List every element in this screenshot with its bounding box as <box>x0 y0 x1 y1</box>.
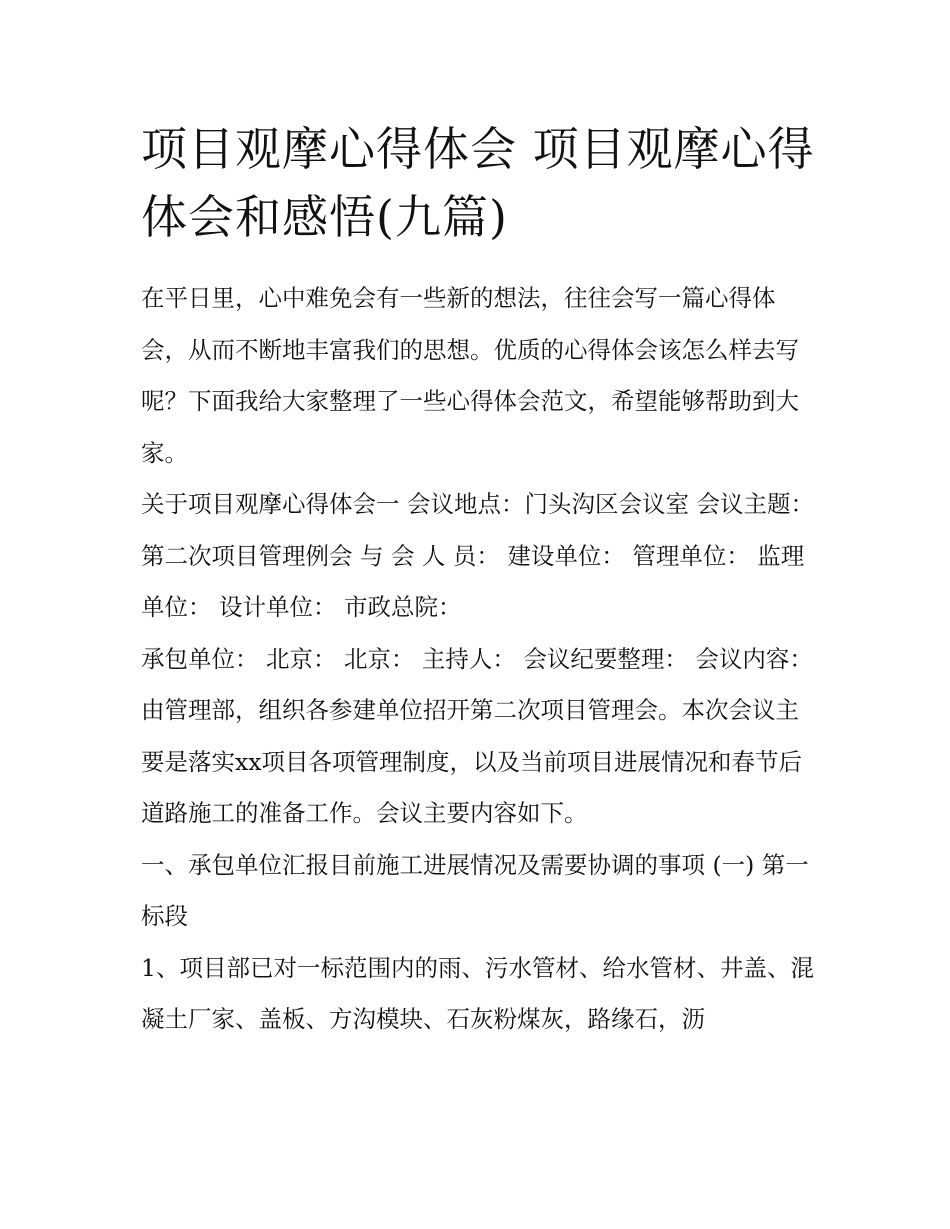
paragraph-intro: 在平日里，心中难免会有一些新的想法，往往会写一篇心得体会，从而不断地丰富我们的思想。优质的心得体会该怎么样去写呢？下面我给大家整理了一些心得体会范文，希望能够帮助到大家。 <box>141 284 799 467</box>
paragraph-contractor-info: 承包单位： 北京： 北京： 主持人： 会议纪要整理： 会议内容： <box>141 644 813 673</box>
paragraph-meeting-info: 关于项目观摩心得体会一 会议地点：门头沟区会议室 会议主题：第二次项目管理例会 与 会 人 员： 建设单位： 管理单位： 监理单位： 设计单位： 市政总院： <box>141 490 814 621</box>
paragraph-item-1: 1、项目部已对一标范围内的雨、污水管材、给水管材、井盖、混凝土厂家、盖板、方沟模块、石灰粉煤灰，路缘石，沥 <box>141 953 814 1033</box>
document-title: 项目观摩心得体会 项目观摩心得体会和感悟(九篇) <box>141 122 815 244</box>
paragraph-section-heading: 一、承包单位汇报目前施工进展情况及需要协调的事项 (一) 第一标段 <box>141 850 809 930</box>
document-body <box>141 115 821 1046</box>
paragraph-meeting-summary: 由管理部，组织各参建单位招开第二次项目管理会。本次会议主要是落实xx项目各项管理制度，以及当前项目进展情况和春节后道路施工的准备工作。会议主要内容如下。 <box>141 696 803 827</box>
